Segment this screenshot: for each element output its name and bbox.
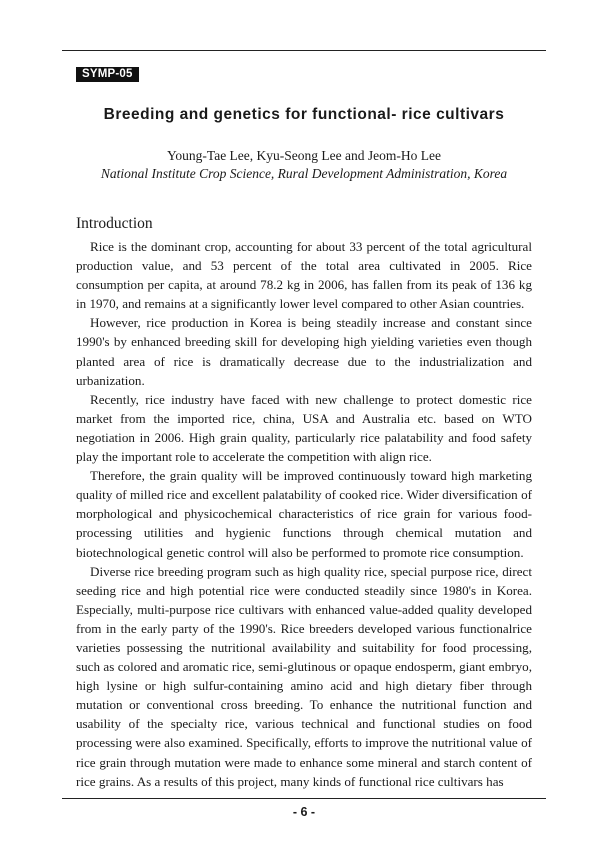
header-rule	[62, 50, 546, 51]
paragraph: However, rice production in Korea is being steadily increase and constant since 1990's by enhanced breeding skill for developing high yielding varieties even though planted area of rice is dramatically decrease due to the industrialization and urbanization.	[76, 315, 532, 388]
author-list: Young-Tae Lee, Kyu-Seong Lee and Jeom-Ho Lee	[167, 148, 441, 163]
body-text	[76, 237, 532, 791]
paragraph: Rice is the dominant crop, accounting for about 33 percent of the total agricultural production value, and 53 percent of the total area cultivated in 2005. Rice consumption per capita, at around 78.2 kg in 2006, has fallen from its peak of 136 kg in 1970, and remains at a significantly lower level compared to other Asian countries.	[76, 239, 532, 312]
paragraph: Therefore, the grain quality will be improved continuously toward high marketing quality of milled rice and excellent palatability of cooked rice. Wider diversification of morphological and physicochemical characteristics of rice grain for various food-processing utilities and hygienic functions through chemical mutation and biotechnological genetic control will also be performed to promote rice consumption.	[76, 468, 532, 560]
session-tag: SYMP-05	[76, 67, 139, 82]
paragraph: Recently, rice industry have faced with new challenge to protect domestic rice market from the imported rice, china, USA and Australia etc. based on WTO negotiation in 2006. High grain quality, particularly rice palatability and food safety play the important role to accelerate the competition with align rice.	[76, 391, 532, 465]
footer-rule	[62, 798, 546, 799]
section-heading: Introduction	[76, 215, 153, 232]
paper-title: Breeding and genetics for functional- rice cultivars	[103, 106, 505, 123]
affiliation: National Institute Crop Science, Rural Development Administration, Korea	[100, 166, 508, 181]
page-number: - 6 -	[292, 805, 316, 819]
paragraph: Diverse rice breeding program such as high quality rice, special purpose rice, direct seeding rice and high potential rice were conducted steadily since 1980's in Korea. Especially, multi-purpose rice cultivars with enhanced value-added quality developed from in the early party of the 1990's. Rice breeders developed various functionalrice varieties possessing the nutritional availability and suitability for food processing, such as colored and aromatic rice, semi-glutinous or opaque endosperm, giant embryo, high lysine or high sulfur-containing amino acid and high dietary fiber through mutation or conventional cross breeding. To enhance the nutritional function and usability of the specialty rice, various technical and functional studies on food processing were also examined. Specifically, efforts to improve the nutritional value of rice grain through mutation were made to enhance some mineral and starch content of rice grains. As a results of this project, many kinds of functional rice cultivars has	[76, 563, 532, 789]
